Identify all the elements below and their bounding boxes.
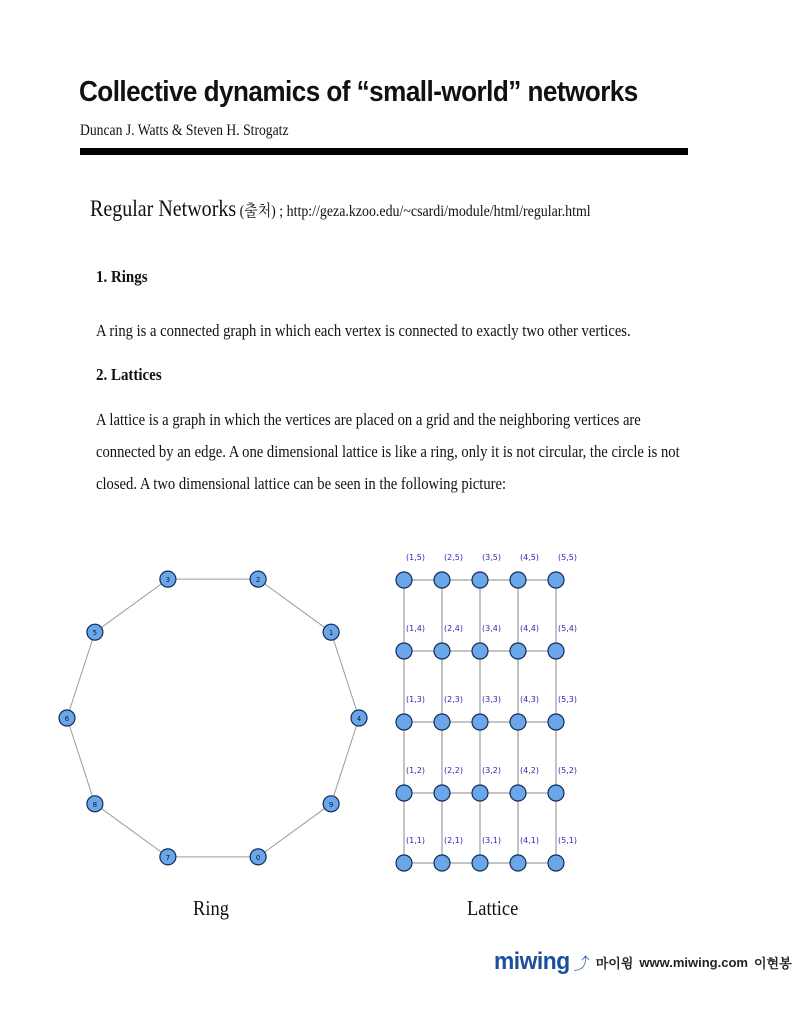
lattice-vertex — [548, 714, 564, 730]
lattices-line: connected by an edge. A one dimensional lattice is like a ring, only it is not circular, the circle is not — [96, 442, 680, 461]
lattice-vertex-label: (2,3) — [444, 695, 463, 704]
lattice-vertex-label: (4,3) — [520, 695, 539, 704]
lattice-vertex — [510, 855, 526, 871]
lattice-vertex-label: (4,1) — [520, 836, 539, 845]
ring-vertex-label: 8 — [92, 800, 98, 809]
ring-edge — [258, 804, 331, 857]
title-rule — [80, 148, 688, 155]
footer-url: www.miwing.com — [639, 954, 748, 970]
lattice-vertex — [434, 643, 450, 659]
ring-vertex-label: 4 — [356, 715, 362, 723]
source-reference: (출처) ; http://geza.kzoo.edu/~csardi/module/html/regular.html — [239, 203, 591, 220]
lattice-vertex — [510, 572, 526, 588]
footer-brand — [492, 948, 792, 976]
lattice-vertex — [548, 643, 564, 659]
lattice-vertex — [472, 785, 488, 801]
lattice-vertex — [434, 855, 450, 871]
swoosh-icon: ⤴ — [573, 955, 590, 973]
lattice-vertex — [396, 643, 412, 659]
lattice-vertex-label: (2,4) — [444, 624, 463, 633]
lattice-caption: Lattice — [467, 896, 519, 920]
ring-vertex-label: 9 — [328, 800, 334, 809]
lattice-vertex-label: (1,4) — [406, 624, 425, 633]
lattice-vertex-label: (1,2) — [406, 766, 425, 775]
lattice-vertex — [510, 643, 526, 659]
lattice-vertex-label: (3,4) — [482, 624, 501, 633]
ring-edge — [95, 804, 168, 857]
page-title: Collective dynamics of “small-world” networks — [79, 76, 638, 108]
lattice-vertex — [472, 714, 488, 730]
logo-korean: 마이윙 — [595, 955, 634, 971]
lattice-vertex-label: (1,5) — [406, 553, 425, 562]
lattice-vertex-label: (2,2) — [444, 766, 463, 775]
section-heading: Regular Networks — [90, 196, 237, 221]
lattice-vertex — [434, 785, 450, 801]
lattice-vertex — [510, 714, 526, 730]
rings-heading: 1. Rings — [96, 267, 148, 286]
ring-vertex-label: 0 — [255, 853, 261, 862]
lattice-vertex — [548, 855, 564, 871]
lattice-vertex-label: (3,2) — [482, 766, 501, 775]
lattice-vertex — [472, 855, 488, 871]
lattice-vertex-label: (3,3) — [482, 695, 501, 704]
ring-vertex-label: 3 — [165, 576, 171, 585]
lattice-vertex-label: (3,5) — [482, 553, 501, 562]
lattice-vertex — [472, 643, 488, 659]
ring-vertex-label: 2 — [255, 576, 261, 585]
ring-edge — [95, 579, 168, 632]
lattice-vertex-label: (5,5) — [558, 553, 577, 562]
lattice-vertex-label: (5,1) — [558, 836, 577, 845]
lattice-vertex — [472, 572, 488, 588]
lattice-vertex-label: (5,4) — [558, 624, 577, 633]
lattice-vertex-label: (4,2) — [520, 766, 539, 775]
ring-vertex-label: 1 — [328, 629, 334, 638]
ring-edge — [67, 632, 95, 718]
lattice-vertex-label: (1,3) — [406, 695, 425, 704]
ring-caption: Ring — [193, 896, 229, 920]
lattice-vertex-label: (2,1) — [444, 836, 463, 845]
ring-edge — [331, 632, 359, 718]
lattice-vertex — [434, 714, 450, 730]
footer-author: 이현봉 — [753, 955, 792, 971]
lattices-line: closed. A two dimensional lattice can be seen in the following picture: — [96, 474, 507, 493]
lattice-vertex — [434, 572, 450, 588]
lattice-vertex — [396, 855, 412, 871]
lattice-vertex-label: (1,1) — [406, 836, 425, 845]
miwing-logo: miwing — [493, 948, 570, 975]
lattices-line: A lattice is a graph in which the vertices are placed on a grid and the neighboring vertices are — [96, 410, 641, 429]
lattice-vertex — [548, 572, 564, 588]
lattice-vertex — [510, 785, 526, 801]
network-figure — [0, 530, 768, 870]
ring-vertex-label: 6 — [64, 715, 70, 723]
lattice-vertex — [396, 785, 412, 801]
lattice-vertex-label: (5,3) — [558, 695, 577, 704]
ring-edge — [331, 718, 359, 804]
lattice-vertex-label: (4,4) — [520, 624, 539, 633]
lattice-vertex — [548, 785, 564, 801]
lattice-vertex-label: (2,5) — [444, 553, 463, 562]
ring-graph — [59, 571, 367, 865]
ring-edge — [67, 718, 95, 804]
lattices-description — [96, 404, 680, 500]
lattice-vertex-label: (3,1) — [482, 836, 501, 845]
lattice-vertex — [396, 714, 412, 730]
lattice-graph — [396, 553, 577, 871]
ring-edge — [258, 579, 331, 632]
lattice-vertex — [396, 572, 412, 588]
ring-vertex-label: 7 — [165, 853, 171, 862]
rings-description: A ring is a connected graph in which each vertex is connected to exactly two other vertices. — [96, 321, 631, 340]
section-heading-line — [90, 196, 591, 222]
authors: Duncan J. Watts & Steven H. Strogatz — [80, 122, 289, 139]
lattice-vertex-label: (4,5) — [520, 553, 539, 562]
ring-vertex-label: 5 — [92, 629, 98, 638]
lattice-vertex-label: (5,2) — [558, 766, 577, 775]
lattices-heading: 2. Lattices — [96, 365, 162, 384]
